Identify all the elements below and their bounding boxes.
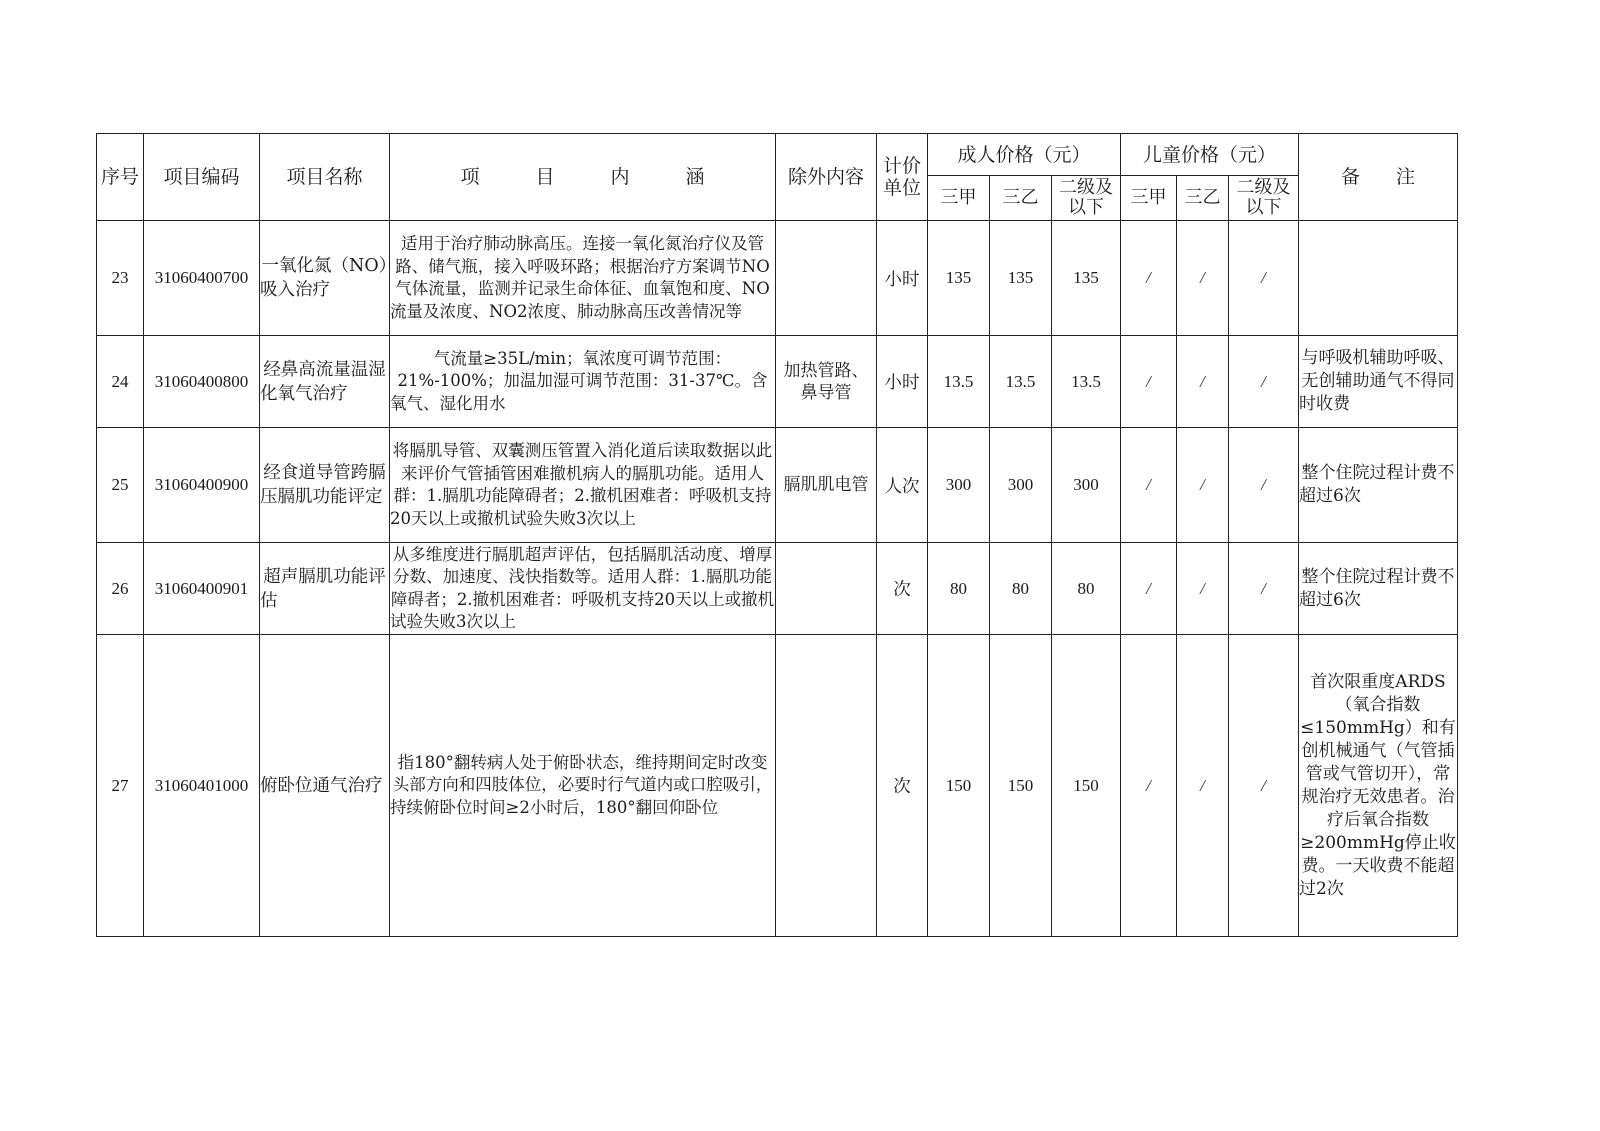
table-row [97,543,1458,635]
header-child-level: 三乙 [1177,176,1229,221]
row-child-price: / [1121,543,1177,635]
header-child-level: 二级及以下 [1229,176,1299,221]
header-adult-level: 三乙 [990,176,1052,221]
row-excluded: 加热管路、鼻导管 [776,336,877,428]
row-child-price: / [1229,336,1299,428]
row-code: 31060400900 [144,428,260,543]
row-unit: 小时 [877,221,928,336]
row-excluded [776,635,877,937]
header-name: 项目名称 [260,134,390,221]
header-adult-price: 成人价格（元） [928,134,1121,176]
row-child-price: / [1229,428,1299,543]
row-excluded [776,543,877,635]
header-child-price: 儿童价格（元） [1121,134,1299,176]
header-note [1299,134,1458,221]
row-seq: 25 [97,428,144,543]
price-table-page [96,133,1458,937]
row-unit: 次 [877,635,928,937]
row-code: 31060400700 [144,221,260,336]
row-seq: 27 [97,635,144,937]
row-content: 从多维度进行膈肌超声评估，包括膈肌活动度、增厚分数、加速度、浅快指数等。适用人群：1.膈肌功能障碍者；2.撤机困难者：呼吸机支持20天以上或撤机试验失败3次以上 [390,543,776,635]
table-row [97,635,1458,937]
header-child-level: 三甲 [1121,176,1177,221]
row-adult-price: 13.5 [928,336,990,428]
row-adult-price: 13.5 [990,336,1052,428]
row-content: 指180°翻转病人处于俯卧状态，维持期间定时改变头部方向和四肢体位，必要时行气道内或口腔吸引，持续俯卧位时间≥2小时后，180°翻回仰卧位 [390,635,776,937]
row-child-price: / [1177,428,1229,543]
row-adult-price: 135 [928,221,990,336]
row-adult-price: 300 [1052,428,1121,543]
row-adult-price: 300 [928,428,990,543]
table-row [97,336,1458,428]
row-child-price: / [1229,635,1299,937]
row-child-price: / [1177,221,1229,336]
row-adult-price: 150 [990,635,1052,937]
row-child-price: / [1229,543,1299,635]
row-child-price: / [1121,428,1177,543]
row-code: 31060400800 [144,336,260,428]
header-adult-level: 二级及以下 [1052,176,1121,221]
row-unit: 次 [877,543,928,635]
row-name: 经食道导管跨膈压膈肌功能评定 [260,428,390,543]
row-name: 一氧化氮（NO）吸入治疗 [260,221,390,336]
header-content-label: 项 目 内 涵 [460,166,705,188]
header-row-top [97,134,1458,176]
row-adult-price: 80 [990,543,1052,635]
row-code: 31060400901 [144,543,260,635]
row-seq: 26 [97,543,144,635]
row-adult-price: 150 [1052,635,1121,937]
row-name: 经鼻高流量温湿化氧气治疗 [260,336,390,428]
row-adult-price: 135 [990,221,1052,336]
row-child-price: / [1121,336,1177,428]
row-code: 31060401000 [144,635,260,937]
row-child-price: / [1177,543,1229,635]
row-adult-price: 300 [990,428,1052,543]
row-child-price: / [1121,635,1177,937]
header-adult-level: 三甲 [928,176,990,221]
row-note: 首次限重度ARDS（氧合指数≤150mmHg）和有创机械通气（气管插管或气管切开），常规治疗无效患者。治疗后氧合指数≥200mmHg停止收费。一天收费不能超过2次 [1299,635,1458,937]
row-name: 俯卧位通气治疗 [260,635,390,937]
row-note: 整个住院过程计费不超过6次 [1299,543,1458,635]
row-seq: 24 [97,336,144,428]
header-excluded: 除外内容 [776,134,877,221]
row-seq: 23 [97,221,144,336]
row-excluded: 膈肌肌电管 [776,428,877,543]
header-unit: 计价单位 [877,134,928,221]
row-child-price: / [1177,336,1229,428]
row-adult-price: 13.5 [1052,336,1121,428]
header-content [390,134,776,221]
row-content: 气流量≥35L/min；氧浓度可调节范围：21%-100%；加温加湿可调节范围：31-37℃。含氧气、湿化用水 [390,336,776,428]
table-row [97,221,1458,336]
row-note: 整个住院过程计费不超过6次 [1299,428,1458,543]
header-code: 项目编码 [144,134,260,221]
medical-service-price-table [96,133,1458,937]
table-row [97,428,1458,543]
row-name: 超声膈肌功能评估 [260,543,390,635]
row-content: 适用于治疗肺动脉高压。连接一氧化氮治疗仪及管路、储气瓶，接入呼吸环路；根据治疗方案调节NO气体流量，监测并记录生命体征、血氧饱和度、NO流量及浓度、NO2浓度、肺动脉高压改善情况等 [390,221,776,336]
row-note: 与呼吸机辅助呼吸、无创辅助通气不得同时收费 [1299,336,1458,428]
row-content: 将膈肌导管、双囊测压管置入消化道后读取数据以此来评价气管插管困难撤机病人的膈肌功能。适用人群：1.膈肌功能障碍者；2.撤机困难者：呼吸机支持20天以上或撤机试验失败3次以上 [390,428,776,543]
row-note [1299,221,1458,336]
row-child-price: / [1177,635,1229,937]
row-excluded [776,221,877,336]
row-adult-price: 135 [1052,221,1121,336]
row-unit: 小时 [877,336,928,428]
header-note-label: 备 注 [1340,166,1416,188]
row-adult-price: 150 [928,635,990,937]
row-adult-price: 80 [1052,543,1121,635]
row-adult-price: 80 [928,543,990,635]
header-seq: 序号 [97,134,144,221]
row-child-price: / [1121,221,1177,336]
row-unit: 人次 [877,428,928,543]
row-child-price: / [1229,221,1299,336]
